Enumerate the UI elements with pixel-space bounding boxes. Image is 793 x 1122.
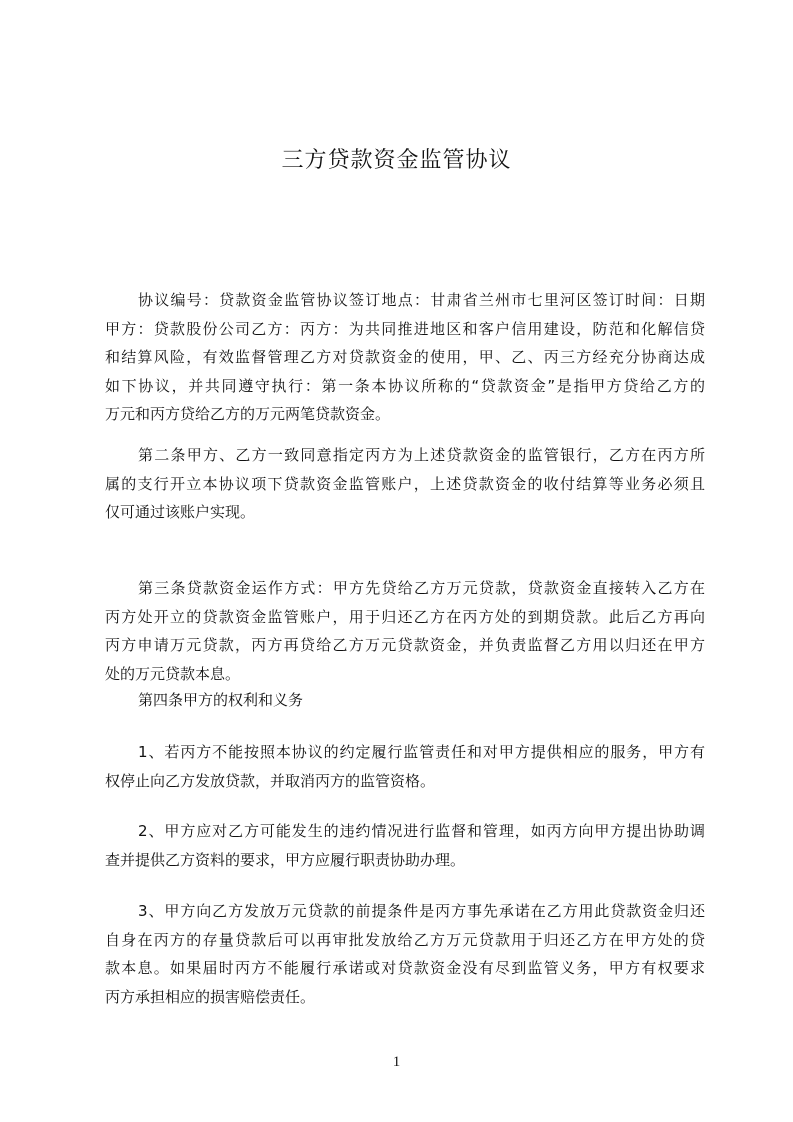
page-number: 1 [392, 1054, 401, 1070]
paragraph-line: 1、若丙方不能按照本协议的约定履行监管责任和对甲方提供相应的服务，甲方有 [138, 743, 705, 761]
paragraph [105, 897, 705, 1011]
paragraph-line: 3、甲方向乙方发放万元贷款的前提条件是丙方事先承诺在乙方用此贷款资金归还 [138, 902, 705, 920]
paragraph-line: 第三条贷款资金运作方式：甲方先贷给乙方万元贷款，贷款资金直接转入乙方在 [138, 579, 705, 597]
document-title: 三方贷款资金监管协议 [281, 148, 512, 173]
paragraph [105, 686, 705, 715]
paragraph [105, 574, 705, 688]
paragraph [105, 441, 705, 527]
paragraph-line: 万元和丙方贷给乙方的万元两笔贷款资金。 [105, 405, 391, 423]
paragraph [105, 286, 705, 429]
paragraph-line: 第四条甲方的权利和义务 [138, 691, 304, 709]
paragraph-line: 款本息。如果届时丙方不能履行承诺或对贷款资金没有尽到监管义务，甲方有权要求 [105, 959, 705, 977]
paragraph-line: 如下协议，并共同遵守执行：第一条本协议所称的“贷款资金”是指甲方贷给乙方的 [105, 376, 705, 395]
paragraph-line: 丙方处开立的贷款资金监管账户，用于归还乙方在丙方处的到期贷款。此后乙方再向 [105, 607, 705, 626]
paragraph-line: 自身在丙方的存量贷款后可以再审批发放给乙方万元贷款用于归还乙方在甲方处的贷 [105, 930, 705, 949]
paragraph-line: 属的支行开立本协议项下贷款资金监管账户，上述贷款资金的收付结算等业务必须且 [105, 474, 705, 493]
paragraph [105, 738, 705, 795]
paragraph-line: 协议编号：贷款资金监管协议签订地点：甘肃省兰州市七里河区签订时间：日期 [138, 291, 705, 309]
paragraph-line: 权停止向乙方发放贷款，并取消丙方的监管资格。 [105, 771, 436, 790]
paragraph-line: 甲方：贷款股份公司乙方：丙方：为共同推进地区和客户信用建设，防范和化解信贷 [105, 319, 705, 338]
paragraph-line: 丙方承担相应的损害赔偿责任。 [105, 987, 316, 1006]
paragraph-line: 查并提供乙方资料的要求，甲方应履行职责协助办理。 [105, 850, 466, 869]
paragraph-line: 处的万元贷款本息。 [105, 664, 241, 683]
paragraph-line: 仅可通过该账户实现。 [105, 503, 256, 521]
paragraph [105, 817, 705, 874]
paragraph-line: 第二条甲方、乙方一致同意指定丙方为上述贷款资金的监管银行，乙方在丙方所 [138, 446, 705, 464]
paragraph-line: 和结算风险，有效监督管理乙方对贷款资金的使用，甲、乙、丙三方经充分协商达成 [105, 348, 705, 366]
paragraph-line: 丙方申请万元贷款，丙方再贷给乙方万元贷款资金，并负责监督乙方用以归还在甲方 [105, 636, 705, 654]
paragraph-line: 2、甲方应对乙方可能发生的违约情况进行监督和管理，如丙方向甲方提出协助调 [138, 822, 705, 840]
